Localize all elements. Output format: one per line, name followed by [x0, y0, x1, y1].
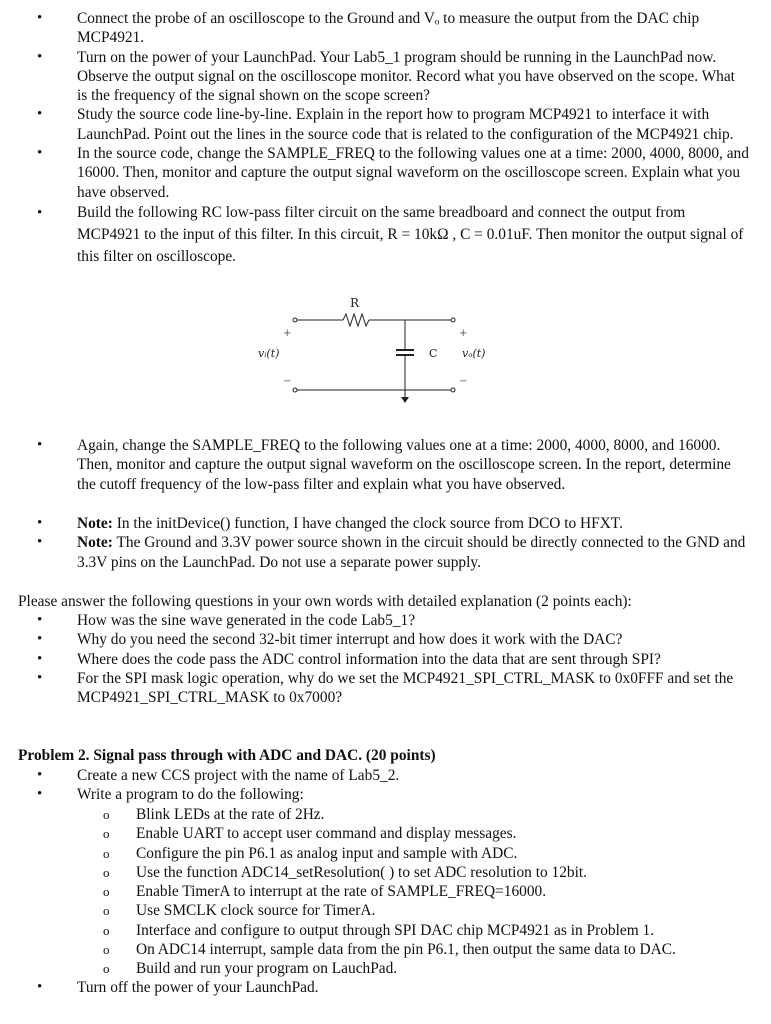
- bullet-icon: •: [37, 786, 43, 803]
- circle-bullet-icon: o: [103, 826, 110, 842]
- input-plus-label: +: [283, 328, 292, 339]
- step-text: Connect the probe of an oscilloscope to the Ground and Vₒ to measure the output from the DAC chip MCP4921.: [77, 10, 700, 47]
- bullet-icon: •: [37, 48, 43, 65]
- subitem: [0, 921, 771, 940]
- rc-lowpass-circuit-diagram: [250, 294, 510, 404]
- bullet-icon: •: [37, 650, 43, 667]
- problem2-item: [0, 978, 771, 997]
- note-text: In the initDevice() function, I have changed the clock source from DCO to HFXT.: [112, 515, 623, 532]
- bullet-icon: •: [37, 145, 43, 162]
- output-plus-label: +: [459, 328, 468, 339]
- output-voltage-label: vₒ(t): [462, 347, 486, 360]
- capacitor-label: C: [429, 347, 438, 360]
- question-item: [0, 650, 771, 669]
- question-text: Why do you need the second 32-bit timer interrupt and how does it work with the DAC?: [77, 631, 623, 649]
- subitem-text: Blink LEDs at the rate of 2Hz.: [136, 806, 325, 823]
- subitem-text: Use SMCLK clock source for TimerA.: [136, 902, 376, 920]
- circle-bullet-icon: o: [103, 903, 110, 919]
- note-label: Note:: [77, 515, 113, 532]
- note-label: Note:: [77, 534, 113, 552]
- problem2-final: [0, 978, 771, 997]
- subitem-text: Enable UART to accept user command and display messages.: [136, 825, 517, 843]
- step-item: [0, 436, 771, 494]
- note-item: [0, 533, 771, 572]
- question-text: How was the sine wave generated in the code Lab5_1?: [77, 612, 416, 629]
- question-text: Where does the code pass the ADC control information into the data that are sent through SPI?: [77, 650, 661, 668]
- step-text: Again, change the SAMPLE_FREQ to the following values one at a time: 2000, 4000, 8000, and 16000. Then, monitor and capture the output signal waveform on the oscilloscope screen. In the report, determine the cutoff frequency of the low-pass filter and explain what you have observed.: [77, 437, 731, 493]
- question-item: [0, 630, 771, 649]
- subitem-text: Configure the pin P6.1 as analog input and sample with ADC.: [136, 844, 518, 862]
- problem2-item: [0, 766, 771, 785]
- step-text: In the source code, change the SAMPLE_FREQ to the following values one at a time: 2000, 4000, 8000, and 16000. Then, monitor and capture the output signal waveform on the oscilloscope screen. Explain what you have observed.: [77, 145, 749, 201]
- step-item: [0, 144, 771, 202]
- bullet-icon: •: [37, 612, 43, 628]
- problem2-item: [0, 785, 771, 804]
- problem2-heading: Problem 2. Signal pass through with ADC and DAC. (20 points): [18, 747, 436, 764]
- step-text: Turn on the power of your LaunchPad. Your Lab5_1 program should be running in the LaunchPad now. Observe the output signal on the oscilloscope monitor. Record what you have observed on the scope. What is the frequency of the signal shown on the scope screen?: [77, 48, 735, 105]
- resistor-label: R: [350, 296, 360, 310]
- subitem-text: Interface and configure to output through SPI DAC chip MCP4921 as in Problem 1.: [136, 921, 655, 939]
- step-text: Study the source code line-by-line. Explain in the report how to program MCP4921 to interface it with LaunchPad. Point out the lines in the source code that is related to the configuration of the MCP4921 chip.: [77, 106, 734, 143]
- subitem-text: Use the function ADC14_setResolution( ) to set ADC resolution to 12bit.: [136, 863, 588, 881]
- bullet-icon: •: [37, 767, 43, 783]
- subitem: [0, 805, 771, 824]
- circle-bullet-icon: o: [103, 807, 110, 822]
- bullet-icon: •: [37, 437, 43, 453]
- note-item: [0, 514, 771, 533]
- subitem: [0, 940, 771, 959]
- subitem: [0, 844, 771, 863]
- questions-list: [0, 611, 771, 707]
- question-text: For the SPI mask logic operation, why do we set the MCP4921_SPI_CTRL_MASK to 0x0FFF and set the MCP4921_SPI_CTRL_MASK to 0x7000?: [77, 669, 734, 707]
- problem2-item-text: Create a new CCS project with the name of Lab5_2.: [77, 767, 400, 784]
- bullet-icon: •: [37, 515, 43, 531]
- subitem: [0, 901, 771, 920]
- input-voltage-label: vᵢ(t): [258, 347, 280, 360]
- notes-list: [0, 514, 771, 572]
- subitem-text: Build and run your program on LauchPad.: [136, 960, 398, 978]
- subitem: [0, 824, 771, 843]
- input-minus-label: −: [283, 376, 292, 387]
- subitem: [0, 959, 771, 978]
- output-minus-label: −: [459, 376, 468, 387]
- problem2-subitems: [0, 805, 771, 979]
- bullet-icon: •: [37, 106, 43, 123]
- note-text: The Ground and 3.3V power source shown in the circuit should be directly connected to the GND and 3.3V pins on the LaunchPad. Do not use a separate power supply.: [77, 534, 746, 571]
- circle-bullet-icon: o: [103, 845, 110, 861]
- bullet-icon: •: [37, 204, 43, 221]
- problem2-item-text: Turn off the power of your LaunchPad.: [77, 979, 319, 996]
- step-item: [0, 105, 771, 144]
- subitem: [0, 863, 771, 882]
- subitem-text: On ADC14 interrupt, sample data from the pin P6.1, then output the same data to DAC.: [136, 941, 676, 959]
- circle-bullet-icon: o: [103, 922, 110, 938]
- step-item: [0, 48, 771, 106]
- problem1-steps-continued: [0, 436, 771, 494]
- bullet-icon: •: [37, 979, 43, 995]
- subitem-text: Enable TimerA to interrupt at the rate of SAMPLE_FREQ=16000.: [136, 883, 547, 901]
- step-item: [0, 202, 771, 268]
- subitem: [0, 882, 771, 901]
- problem2-item-text: Write a program to do the following:: [77, 786, 304, 804]
- problem2-items: [0, 766, 771, 805]
- question-item: [0, 611, 771, 630]
- ground-icon: [401, 397, 409, 403]
- circle-bullet-icon: o: [103, 961, 110, 977]
- bullet-icon: •: [37, 631, 43, 648]
- circle-bullet-icon: o: [103, 884, 110, 900]
- bullet-icon: •: [37, 534, 43, 551]
- bullet-icon: •: [37, 10, 43, 26]
- step-text: Build the following RC low-pass filter circuit on the same breadboard and connect the output from MCP4921 to the input of this filter. In this circuit, R = 10kΩ , C = 0.01uF. Then monitor the output signal of this filter on oscilloscope.: [77, 203, 744, 265]
- questions-intro: Please answer the following questions in your own words with detailed explanation (2 points each):: [18, 593, 632, 610]
- circle-bullet-icon: o: [103, 942, 110, 958]
- step-item: [0, 9, 771, 48]
- problem1-steps: [0, 9, 771, 268]
- bullet-icon: •: [37, 669, 43, 686]
- question-item: [0, 669, 771, 708]
- circle-bullet-icon: o: [103, 864, 110, 880]
